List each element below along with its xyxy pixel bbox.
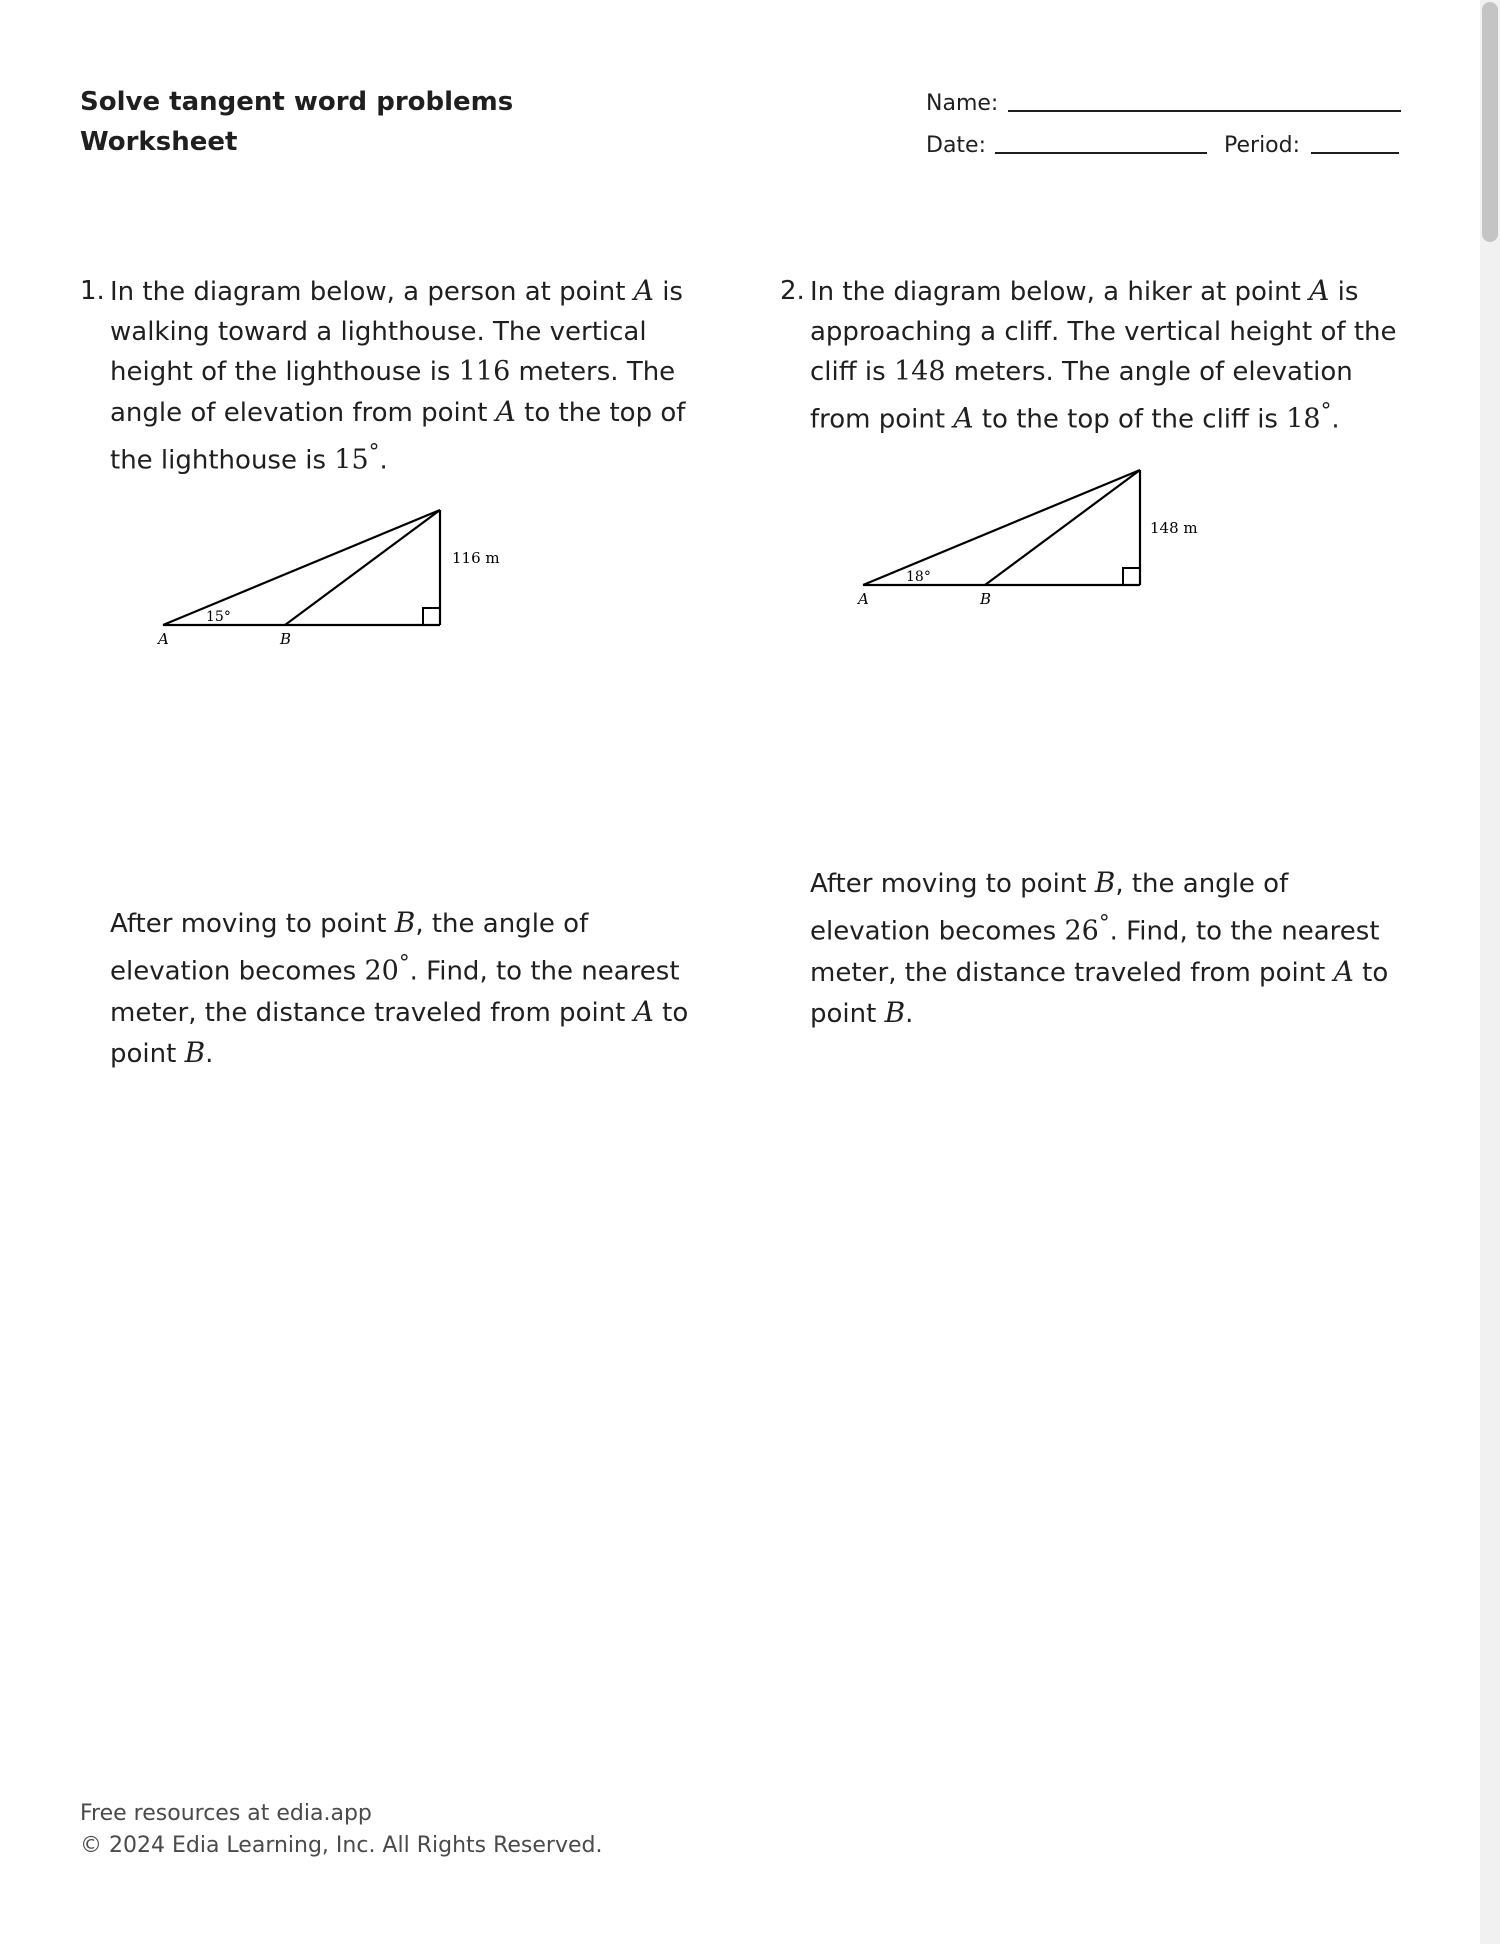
period-field[interactable] <box>1311 152 1399 154</box>
height-label: 116 m <box>452 549 500 567</box>
angle-label: 15° <box>206 609 231 625</box>
worksheet-title: Solve tangent word problems <box>80 87 514 117</box>
footer-resources: Free resources at edia.app <box>80 1801 372 1826</box>
point-a-label: A <box>158 630 169 648</box>
scrollbar[interactable] <box>1480 0 1500 1944</box>
problem-1-prompt: In the diagram below, a person at point A is walking toward a lighthouse. The vertical height of the lighthouse is 116 meters. The angle of elevation from point A to the top of the lighthouse is 15°. <box>110 274 686 476</box>
point-b-label: B <box>980 590 992 608</box>
point-a-label: A <box>858 590 869 608</box>
footer <box>80 1798 602 1862</box>
name-field[interactable] <box>1008 110 1401 112</box>
problem-2-number: 2. <box>780 276 805 306</box>
footer-copyright: © 2024 Edia Learning, Inc. All Rights Reserved. <box>80 1833 603 1858</box>
period-label: Period: <box>1224 133 1301 158</box>
scrollbar-thumb[interactable] <box>1482 2 1498 242</box>
hypotenuse-line-from-a <box>163 510 440 625</box>
hypotenuse-line-from-b <box>985 470 1140 585</box>
height-label: 148 m <box>1150 519 1198 537</box>
point-b-label: B <box>280 630 292 648</box>
page-title <box>80 82 513 162</box>
hypotenuse-line-from-b <box>285 510 440 625</box>
date-field[interactable] <box>995 152 1207 154</box>
right-angle-marker <box>1123 568 1140 585</box>
problem-2-followup: After moving to point B, the angle of elevation becomes 26°. Find, to the nearest meter, the distance traveled from point A to point B. <box>810 866 1389 1029</box>
name-label: Name: <box>926 91 999 116</box>
worksheet-subtitle: Worksheet <box>80 127 238 157</box>
hypotenuse-line-from-a <box>863 470 1140 585</box>
problem-2-prompt: In the diagram below, a hiker at point A is approaching a cliff. The vertical height of the cliff is 148 meters. The angle of elevation from point A to the top of the cliff is 18°. <box>810 274 1397 435</box>
problem-1-followup: After moving to point B, the angle of elevation becomes 20°. Find, to the nearest meter, the distance traveled from point A to point B. <box>110 906 689 1069</box>
problem-1-number: 1. <box>80 276 105 306</box>
problem-2-diagram <box>840 450 1220 620</box>
problem-1-diagram <box>140 490 520 660</box>
angle-label: 18° <box>906 569 931 585</box>
right-angle-marker <box>423 608 440 625</box>
date-label: Date: <box>926 133 986 158</box>
